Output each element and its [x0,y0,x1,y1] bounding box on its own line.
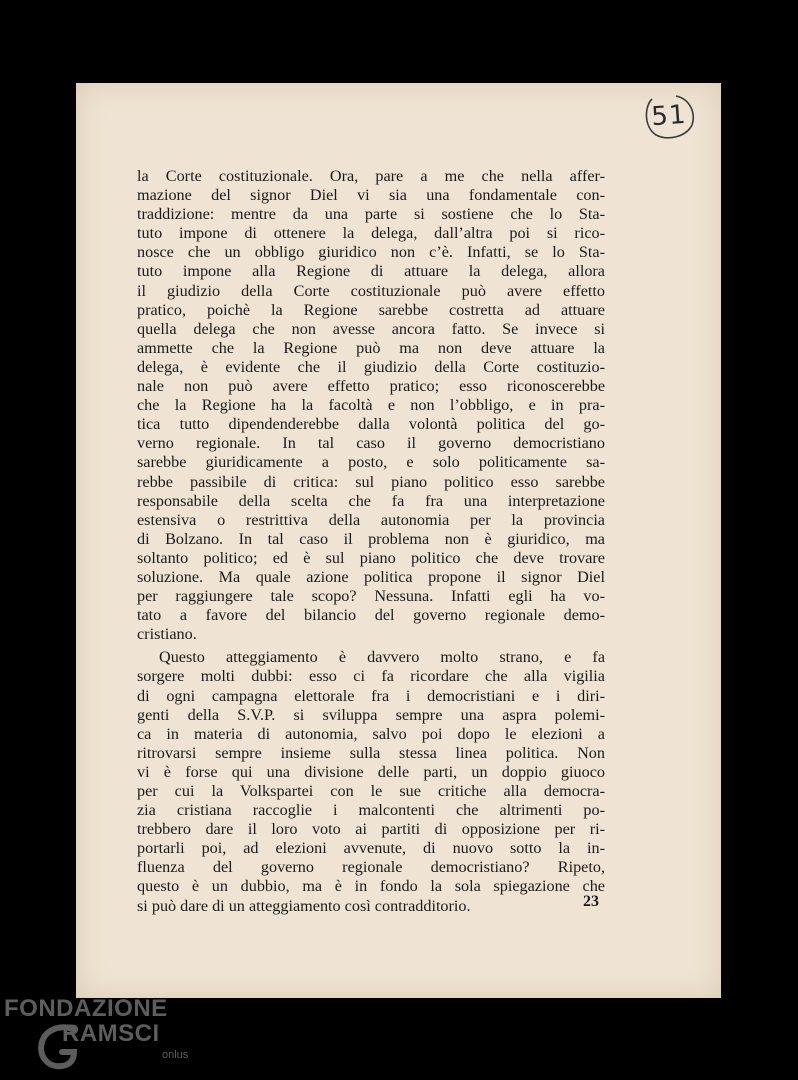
text-line: di ogni campagna elettorale fra i democristiani e i diri- [137,686,605,705]
handwritten-page-number [642,91,696,141]
logo-line-1: FONDAZIONE [4,995,168,1022]
fondazione-gramsci-logo [4,993,204,1075]
text-line: per cui la Volkspartei con le sue critiche alla democra- [137,782,605,800]
text-line: vi è forse qui una divisione delle parti, un doppio giuoco [137,762,605,781]
text-line: ca in materia di autonomia, salvo poi dopo le elezioni a [137,724,605,743]
text-line: nosce che un obbligo giuridico non c’è. Infatti, se lo Sta- [137,243,605,262]
text-line: per raggiungere tale scopo? Nessuna. Infatti egli ha vo- [137,587,605,606]
text-line: soltanto politico; ed è sul piano politico che deve trovare [137,548,605,567]
text-line: mazione del signor Diel vi sia una fondamentale con- [137,186,605,205]
text-line: genti della S.V.P. si sviluppa sempre una aspra polemi- [137,705,605,724]
text-line: quella delega che non avesse ancora fatto. Se invece si [137,319,605,338]
text-line: tuto impone alla Regione di attuare la delega, allora [137,262,605,281]
text-line: sorgere molti dubbi: esso ci fa ricordare che alla vigilia [137,667,605,686]
text-line: verno regionale. In tal caso il governo democristiano [137,434,605,453]
logo-line-2: RAMSCI [62,1020,160,1047]
text-line: pratico, poichè la Regione sarebbe costretta ad attuare [137,300,605,319]
text-line: zia cristiana raccoglie i malcontenti che altrimenti po- [137,801,605,820]
text-line: ammette che la Regione può ma non deve attuare la [137,338,605,357]
text-line: fluenza del governo regionale democristiano? Ripeto, [137,858,605,877]
handwritten-number-text: 51 [650,99,688,133]
text-line: che la Regione ha la facoltà e non l’obbligo, e in pra- [137,396,605,415]
text-line: Questo atteggiamento è davvero molto strano, e fa [159,648,605,667]
text-line: rebbe passibile di critica: sul piano politico esso sarebbe [137,472,605,491]
text-line: il giudizio della Corte costituzionale può avere effetto [137,281,605,300]
document-page [76,83,721,998]
text-line: estensiva o restrittiva della autonomia per la provincia [137,510,605,529]
text-line: cristiano. [137,625,197,644]
page-number: 23 [583,893,599,910]
text-line: sarebbe giuridicamente a posto, e solo politicamente sa- [137,453,605,472]
text-line: delega, è evidente che il giudizio della Corte costituzio- [137,357,605,376]
text-line: traddizione: mentre da una parte si sostiene che lo Sta- [137,205,605,224]
text-line: responsabile della scelta che fa fra una interpretazione [137,491,605,510]
text-line: di Bolzano. In tal caso il problema non è giuridico, ma [137,529,605,548]
text-line: trebbero dare il loro voto ai partiti di opposizione per ri- [137,820,605,839]
text-line: si può dare di un atteggiamento così contradditorio. [137,896,471,915]
body-text [137,167,605,916]
text-line: questo è un dubbio, ma è in fondo la sola spiegazione che [137,877,605,896]
text-line: ritrovarsi sempre insieme sulla stessa linea politica. Non [137,743,605,762]
text-line: la Corte costituzionale. Ora, pare a me che nella affer- [137,167,605,185]
text-line: tuto impone di ottenere la delega, dall’altra poi si rico- [137,224,605,243]
logo-line-3: onlus [162,1049,189,1061]
text-line: tica tutto dipendenderebbe dalla volontà politica del go- [137,415,605,434]
text-line: nale non può avere effetto pratico; esso riconoscerebbe [137,377,605,396]
text-line: portarli poi, ad elezioni avvenute, di nuovo sotto la in- [137,839,605,858]
text-line: soluzione. Ma quale azione politica propone il signor Diel [137,567,605,586]
text-line: tato a favore del bilancio del governo regionale demo- [137,606,605,625]
